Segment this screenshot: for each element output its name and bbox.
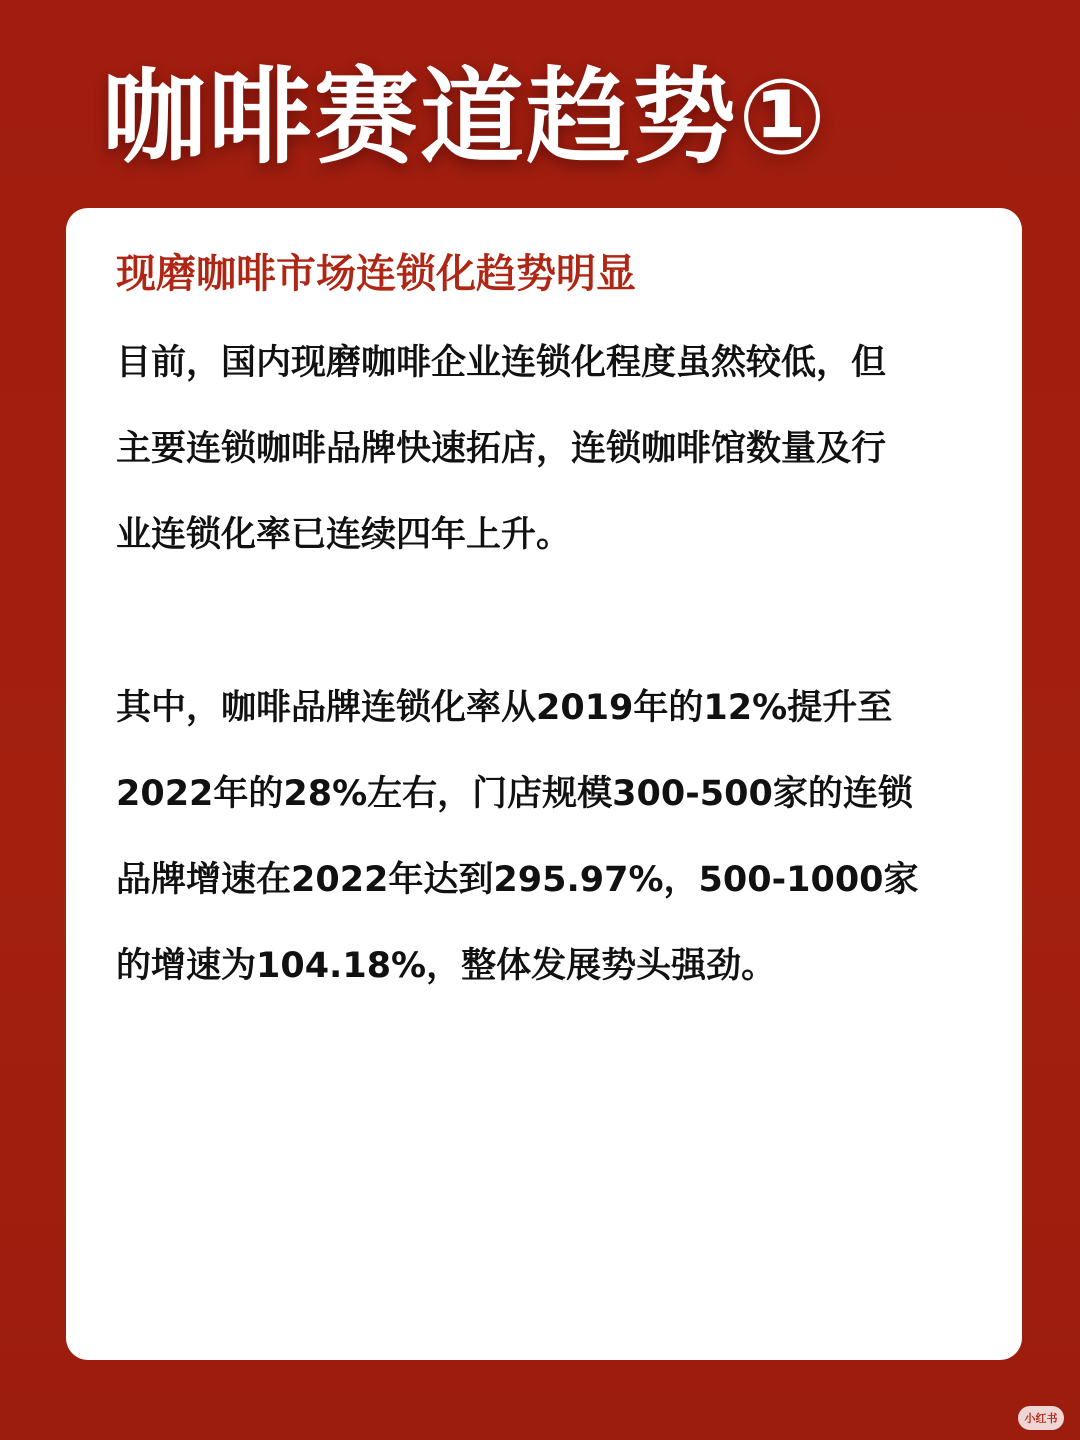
card-heading: 现磨咖啡市场连锁化趋势明显: [116, 251, 636, 297]
watermark-logo: 小红书: [1018, 1406, 1064, 1430]
content-card: [66, 208, 1022, 1360]
paragraph-line: 目前，国内现磨咖啡企业连锁化程度虽然较低，但: [116, 343, 887, 383]
page-title: 咖啡赛道趋势①: [102, 56, 829, 178]
paragraph-line: 业连锁化率已连续四年上升。: [116, 515, 572, 555]
paragraph-1: [116, 320, 976, 578]
paragraph-line: 2022年的28%左右，门店规模300-500家的连锁: [116, 774, 913, 814]
paragraph-line: 其中，咖啡品牌连锁化率从2019年的12%提升至: [116, 688, 893, 728]
paragraph-line: 主要连锁咖啡品牌快速拓店，连锁咖啡馆数量及行: [116, 429, 887, 469]
paragraph-2: [116, 665, 976, 1009]
paragraph-line: 的增速为104.18%，整体发展势头强劲。: [116, 946, 777, 986]
paragraph-line: 品牌增速在2022年达到295.97%，500-1000家: [116, 860, 919, 900]
